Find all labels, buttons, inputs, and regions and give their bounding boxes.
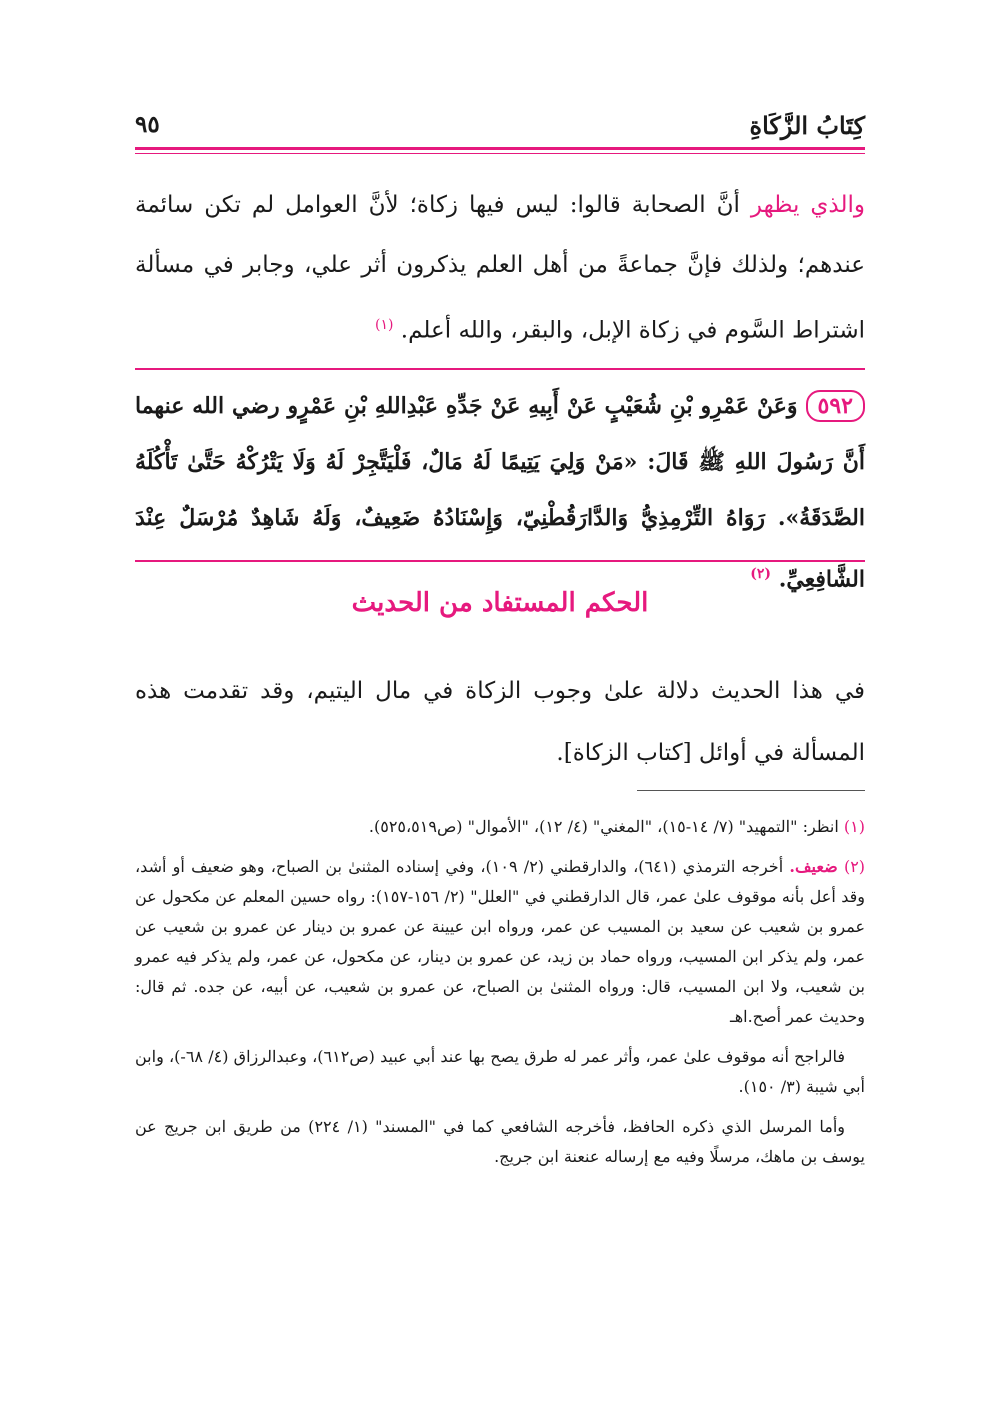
hadith-box (135, 368, 865, 593)
footnote-2-continuation: فالراجح أنه موقوف علىٰ عمر، وأثر عمر له طرق يصح بها عند أبي عبيد (ص٦١٢)، وعبدالرزاق (٤/ ٦٨-)، وابن أبي شيبة (٣/ ١٥٠). (135, 1047, 865, 1096)
footnote-2-mursal-note: وأما المرسل الذي ذكره الحافظ، فأخرجه الشافعي كما في "المسند" (١/ ٢٢٤) من طريق ابن جريج عن يوسف بن ماهك، مرسلًا وفيه مع إرساله عنعنة ابن جريج. (135, 1117, 865, 1166)
footnote-separator (637, 790, 865, 791)
footnotes (135, 812, 865, 1182)
page-number: ٩٥ (135, 111, 160, 138)
header-rule-thin (135, 153, 865, 154)
footnote-1-number: (١) (843, 817, 865, 836)
footnote-1-text: انظر: "التمهيد" (٧/ ١٤-١٥)، "المغني" (٤/ ١٢)، "الأموال" (ص٥٢٥،٥١٩). (368, 817, 839, 836)
hadith-box-top-rule (135, 368, 865, 370)
hadith-text: وَعَنْ عَمْرِو بْنِ شُعَيْبٍ عَنْ أَبِيهِ عَنْ جَدِّهِ عَبْدِاللهِ بْنِ عَمْرٍو رضي الله عنهما أَنَّ رَسُولَ اللهِ ﷺ قَالَ: «مَنْ وَلِيَ يَتِيمًا لَهُ مَالٌ، فَلْيَتَّجِرْ لَهُ وَلَا يَتْرُكْهُ حَتَّىٰ تَأْكُلَهُ الصَّدَقَةُ». رَوَاهُ التِّرْمِذِيُّ وَالدَّارَقُطْنِيّ، وَإِسْنَادُهُ ضَعِيفٌ، وَلَهُ شَاهِدٌ مُرْسَلٌ عِنْدَ الشَّافِعِيِّ. (135, 393, 865, 593)
chapter-title: كِتَابُ الزَّكَاةِ (749, 111, 865, 140)
intro-paragraph (135, 175, 865, 361)
footnote-2-text: أخرجه الترمذي (٦٤١)، والدارقطني (٢/ ١٠٩)، وفي إسناده المثنىٰ بن الصباح، وهو ضعيف أو أشد، وقد أعل بأنه موقوف علىٰ عمر، قال الدارقطني في "العلل" (٢/ ١٥٦-١٥٧): رواه حسين المعلم عن مكحول عن عمرو بن شعيب عن سعيد بن المسيب عن عمر، ورواه ابن عيينة عن عمرو بن دينار عن عمرو بن شعيب عن عمر، ولم يذكر ابن المسيب، ورواه حماد بن زيد، عن عمرو بن دينار، عن مكحول، عن عمر، ولم يذكر فيه عمرو بن شعيب، ولا ابن المسيب، قال: ورواه المثنىٰ بن الصباح، عن عمرو بن شعيب، عن أبيه، عن جده. ثم قال: وحديث عمر أصح.اهـ (135, 857, 866, 1026)
ruling-paragraph: في هذا الحديث دلالة علىٰ وجوب الزكاة في مال اليتيم، وقد تقدمت هذه المسألة في أوائل [كتاب الزكاة]. (135, 678, 865, 766)
hadith-number-badge: ٥٩٢ (806, 390, 865, 422)
footnote-ref-2[interactable]: (٢) (750, 566, 772, 582)
section-heading: الحكم المستفاد من الحديث (351, 588, 649, 618)
footnote-ref-1[interactable]: (١) (375, 317, 394, 333)
footnote-1 (135, 812, 865, 842)
page-header (135, 105, 865, 145)
footnote-2-grade: ضعيف. (789, 857, 838, 876)
footnote-2-number: (٢) (843, 857, 866, 876)
intro-text: أنَّ الصحابة قالوا: ليس فيها زكاة؛ لأنَّ العوامل لم تكن سائمة عندهم؛ ولذلك فإنَّ جماعةً من أهل العلم يذكرون أثر علي، وجابر في مسألة اشتراط السَّوم في زكاة الإبل، والبقر، والله أعلم. (135, 192, 865, 344)
intro-lead: والذي يظهر (750, 192, 865, 218)
header-rule-thick (135, 147, 865, 150)
hadith-text-block (135, 378, 865, 607)
footnote-2 (135, 852, 865, 1032)
hadith-box-bottom-rule (135, 560, 865, 562)
